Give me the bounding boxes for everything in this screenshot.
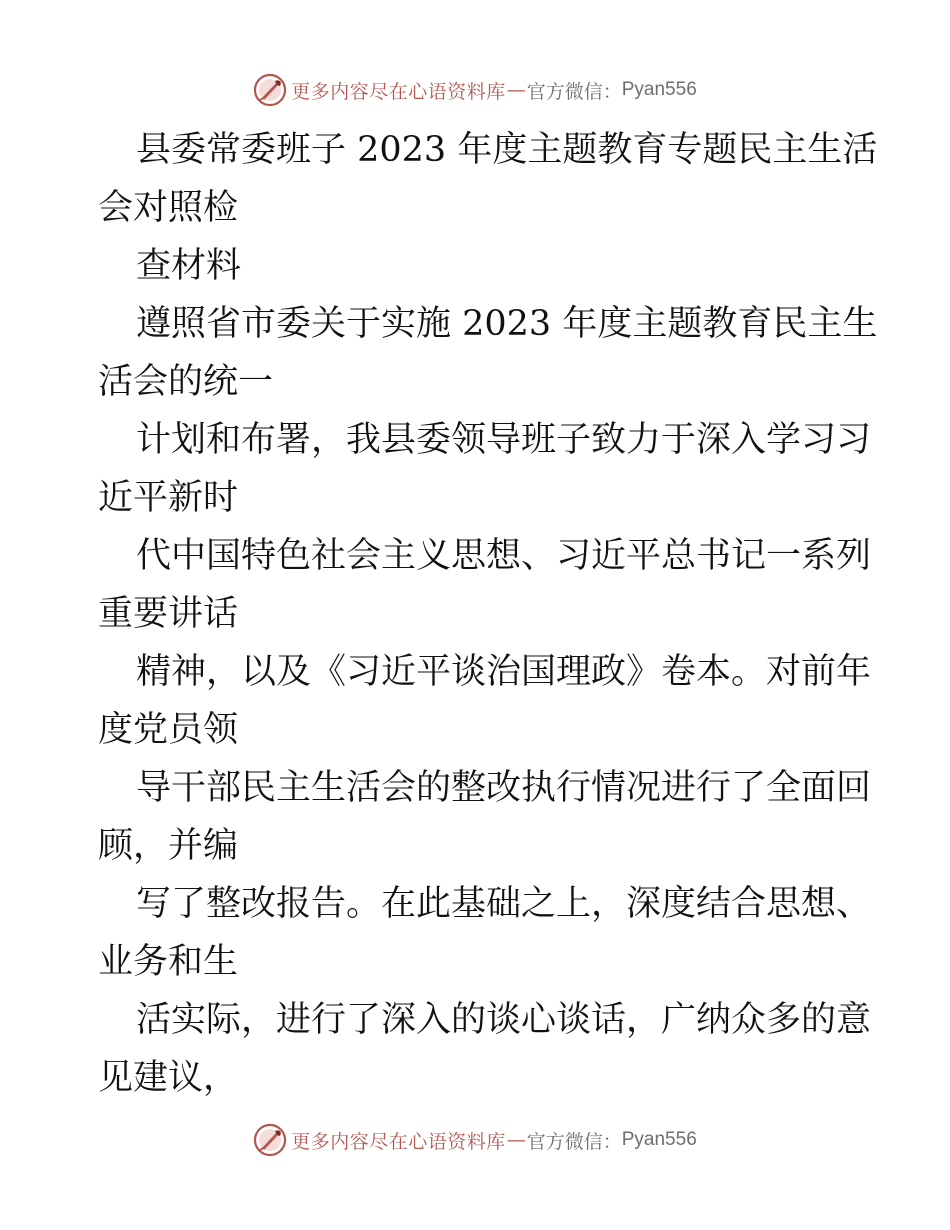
title-line-1: 县委常委班子 2023 年度主题教育专题民主生活 — [136, 130, 878, 170]
paragraph-line: 活实际，进行了深入的谈心谈话，广纳众多的意 — [136, 1000, 872, 1040]
watermark-separator: — — [506, 1129, 526, 1151]
paragraph-line: 计划和布署，我县委领导班子致力于深入学习习 — [136, 420, 872, 460]
paragraph-line: 重要讲话 — [98, 594, 239, 634]
paragraph-line: 顾，并编 — [98, 826, 239, 866]
watermark-brand: 更多内容尽在心语资料库 — [291, 1130, 506, 1153]
paragraph-line: 精神，以及《习近平谈治国理政》卷本。对前年 — [136, 652, 872, 692]
watermark-separator: — — [506, 79, 526, 101]
watermark-brand: 更多内容尽在心语资料库 — [291, 80, 506, 103]
page-header-watermark — [0, 70, 950, 110]
paragraph-line: 见建议， — [98, 1058, 239, 1098]
paragraph-line: 导干部民主生活会的整改执行情况进行了全面回 — [136, 768, 872, 808]
quill-pen-logo-icon — [253, 1123, 287, 1157]
page-footer-watermark — [0, 1120, 950, 1160]
title-line-2: 会对照检 — [98, 188, 239, 228]
paragraph-line: 代中国特色社会主义思想、习近平总书记一系列 — [136, 536, 872, 576]
watermark-wechat-id: Pyan556 — [621, 79, 697, 100]
paragraph-line: 近平新时 — [98, 478, 239, 518]
watermark-label: 官方微信： — [526, 1130, 622, 1153]
title-line-3: 查材料 — [136, 246, 242, 286]
paragraph-line: 遵照省市委关于实施 2023 年度主题教育民主生 — [136, 304, 878, 344]
paragraph-line: 业务和生 — [98, 942, 239, 982]
paragraph-line: 写了整改报告。在此基础之上，深度结合思想、 — [136, 884, 872, 924]
paragraph-line: 度党员领 — [98, 710, 239, 750]
quill-pen-logo-icon — [253, 73, 287, 107]
watermark-wechat-id: Pyan556 — [621, 1129, 697, 1150]
watermark-label: 官方微信： — [526, 80, 622, 103]
paragraph-line: 活会的统一 — [98, 362, 274, 402]
